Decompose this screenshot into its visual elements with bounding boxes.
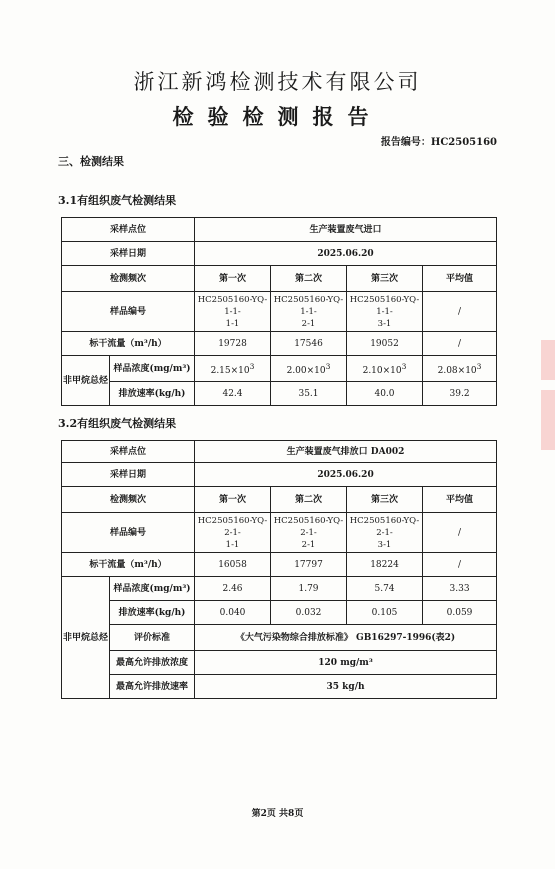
- t2-standard: 《大气污染物综合排放标准》 GB16297-1996(表2): [195, 625, 497, 651]
- t1-rate-2: 35.1: [271, 382, 347, 406]
- t2-flow-avg: /: [423, 553, 497, 577]
- t1-flow-3: 19052: [347, 332, 423, 356]
- t2-rate-avg: 0.059: [423, 601, 497, 625]
- t1-rate-1: 42.4: [195, 382, 271, 406]
- report-number: 报告编号：HC2505160: [380, 137, 497, 148]
- t2-flow-3: 18224: [347, 553, 423, 577]
- t1-sample-1: HC2505160-YQ-1-1- 1-1: [195, 292, 271, 332]
- t1-conc-1: $2.15\times 10^3$: [195, 356, 271, 382]
- t1-date-label: 采样日期: [62, 242, 195, 266]
- t1-group-label: 非甲烷总烃: [62, 356, 110, 406]
- t2-location: 生产装置废气排放口 DA002: [195, 441, 497, 463]
- t2-conc-label: 样品浓度(mg/m³): [110, 577, 195, 601]
- t1-flow-1: 19728: [195, 332, 271, 356]
- t2-freq-avg: 平均值: [423, 487, 497, 513]
- t2-sample-label: 样品编号: [62, 513, 195, 553]
- t2-freq-1: 第一次: [195, 487, 271, 513]
- t2-flow-1: 16058: [195, 553, 271, 577]
- t1-sample-2: HC2505160-YQ-1-1- 2-1: [271, 292, 347, 332]
- table2-heading: 3.2有组织废气检测结果: [58, 417, 177, 430]
- t2-conc-1: 2.46: [195, 577, 271, 601]
- t1-conc-label: 样品浓度(mg/m³): [110, 356, 195, 382]
- t1-sample-label: 样品编号: [62, 292, 195, 332]
- t1-conc-3: $2.10\times 10^3$: [347, 356, 423, 382]
- t2-max-rate-label: 最高允许排放速率: [110, 675, 195, 699]
- t1-conc-2: $2.00\times 10^3$: [271, 356, 347, 382]
- t2-rate-1: 0.040: [195, 601, 271, 625]
- t2-location-label: 采样点位: [62, 441, 195, 463]
- t1-flow-2: 17546: [271, 332, 347, 356]
- t2-freq-2: 第二次: [271, 487, 347, 513]
- stamp-edge: [541, 340, 555, 380]
- t2-rate-3: 0.105: [347, 601, 423, 625]
- t1-location-label: 采样点位: [62, 218, 195, 242]
- page-footer: 第2页 共8页: [251, 809, 304, 819]
- t2-date: 2025.06.20: [195, 463, 497, 487]
- t2-date-label: 采样日期: [62, 463, 195, 487]
- t2-group-label: 非甲烷总烃: [62, 577, 110, 699]
- t1-sample-avg: /: [423, 292, 497, 332]
- t1-freq-avg: 平均值: [423, 266, 497, 292]
- stamp-edge: [541, 390, 555, 450]
- t2-sample-1: HC2505160-YQ-2-1- 1-1: [195, 513, 271, 553]
- t1-flow-label: 标干流量（m³/h）: [62, 332, 195, 356]
- t1-freq-3: 第三次: [347, 266, 423, 292]
- t2-max-rate: 35 kg/h: [195, 675, 497, 699]
- t2-sample-2: HC2505160-YQ-2-1- 2-1: [271, 513, 347, 553]
- t1-rate-avg: 39.2: [423, 382, 497, 406]
- t2-flow-2: 17797: [271, 553, 347, 577]
- t1-freq-1: 第一次: [195, 266, 271, 292]
- t2-conc-3: 5.74: [347, 577, 423, 601]
- t2-freq-3: 第三次: [347, 487, 423, 513]
- t1-freq-label: 检测频次: [62, 266, 195, 292]
- report-title: 检验检测报告: [172, 104, 383, 129]
- t2-max-conc-label: 最高允许排放浓度: [110, 651, 195, 675]
- t2-max-conc: 120 mg/m³: [195, 651, 497, 675]
- t1-rate-3: 40.0: [347, 382, 423, 406]
- t1-date: 2025.06.20: [195, 242, 497, 266]
- results-table-2: [61, 440, 497, 699]
- section-heading: 三、检测结果: [58, 155, 124, 168]
- t2-flow-label: 标干流量（m³/h）: [62, 553, 195, 577]
- t2-rate-label: 排放速率(kg/h): [110, 601, 195, 625]
- t2-rate-2: 0.032: [271, 601, 347, 625]
- t1-flow-avg: /: [423, 332, 497, 356]
- t2-standard-label: 评价标准: [110, 625, 195, 651]
- t1-location: 生产装置废气进口: [195, 218, 497, 242]
- t2-sample-avg: /: [423, 513, 497, 553]
- t1-rate-label: 排放速率(kg/h): [110, 382, 195, 406]
- t1-freq-2: 第二次: [271, 266, 347, 292]
- results-table-1: [61, 217, 497, 406]
- t2-sample-3: HC2505160-YQ-2-1- 3-1: [347, 513, 423, 553]
- t1-conc-avg: $2.08\times 10^3$: [423, 356, 497, 382]
- t1-sample-3: HC2505160-YQ-1-1- 3-1: [347, 292, 423, 332]
- t2-freq-label: 检测频次: [62, 487, 195, 513]
- t2-conc-avg: 3.33: [423, 577, 497, 601]
- company-name: 浙江新鸿检测技术有限公司: [133, 70, 422, 94]
- t2-conc-2: 1.79: [271, 577, 347, 601]
- table1-heading: 3.1有组织废气检测结果: [58, 194, 177, 207]
